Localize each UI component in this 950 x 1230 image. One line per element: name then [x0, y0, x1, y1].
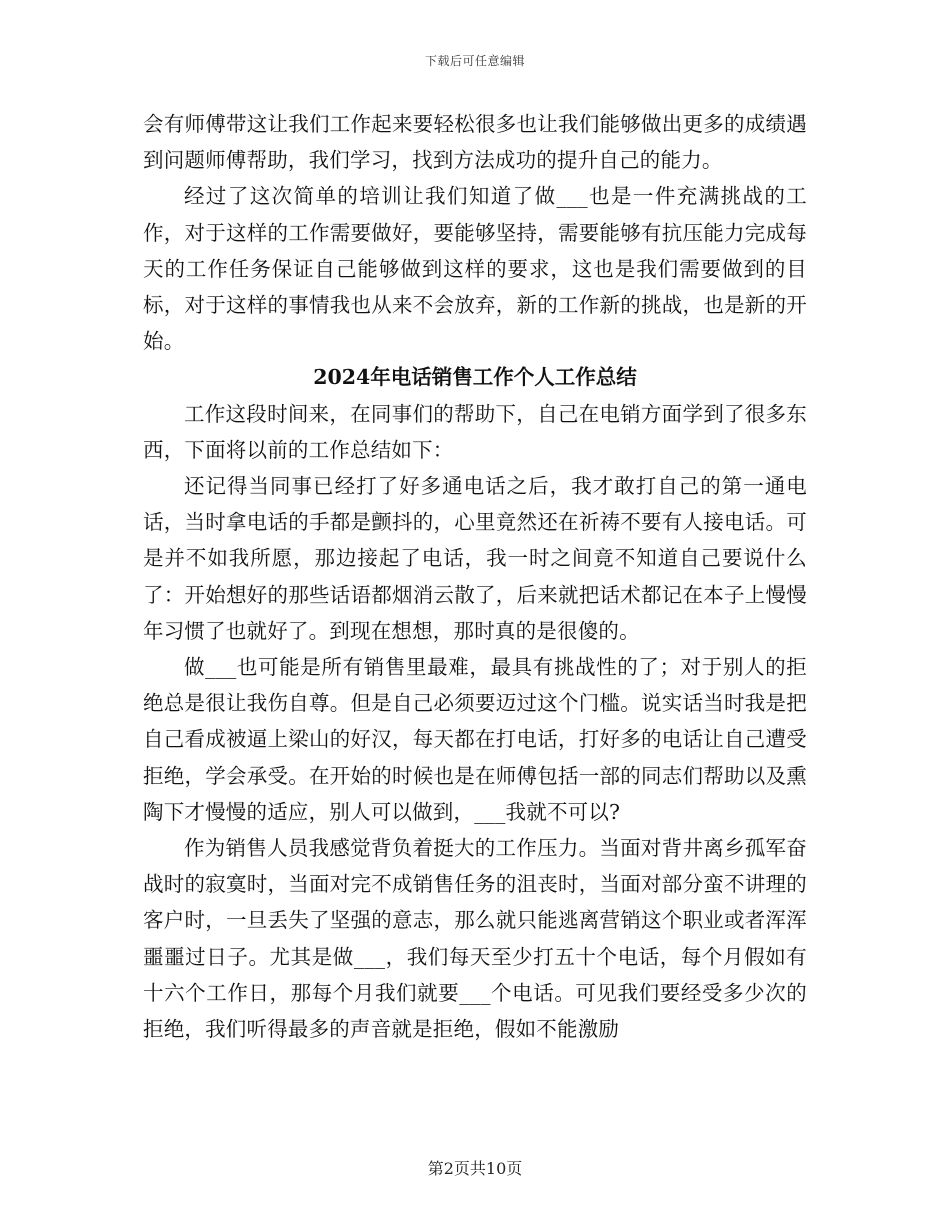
paragraph: 还记得当同事已经打了好多通电话之后，我才敢打自己的第一通电话，当时拿电话的手都是颤抖的，心里竟然还在祈祷不要有人接电话。可是并不如我所愿，那边接起了电话，我一时之间竟不知道自己要说什么了：开始想好的那些话语都烟消云散了，后来就把话术都记在本子上慢慢年习惯了也就好了。到现在想想，那时真的是很傻的。 — [143, 474, 807, 643]
document-body — [143, 106, 807, 1047]
page-header: 下载后可任意编辑 — [424, 54, 525, 68]
paragraph: 作为销售人员我感觉背负着挺大的工作压力。当面对背井离乡孤军奋战时的寂寞时，当面对完不成销售任务的沮丧时，当面对部分蛮不讲理的客户时，一旦丢失了坚强的意志，那么就只能逃离营销这个职业或者浑浑噩噩过日子。尤其是做___，我们每天至少打五十个电话，每个月假如有十六个工作日，那每个月我们就要___个电话。可见我们要经受多少次的拒绝，我们听得最多的声音就是拒绝，假如不能激励 — [143, 836, 807, 1042]
paragraph: 做___也可能是所有销售里最难，最具有挑战性的了；对于别人的拒绝总是很让我伤自尊。但是自己必须要迈过这个门槛。说实话当时我是把自己看成被逼上梁山的好汉，每天都在打电话，打好多的电话让自己遭受拒绝，学会承受。在开始的时候也是在师傅包括一部的同志们帮助以及熏陶下才慢慢的适应，别人可以做到，___我就不可以? — [143, 655, 807, 824]
paragraph: 会有师傅带这让我们工作起来要轻松很多也让我们能够做出更多的成绩遇到问题师傅帮助，我们学习，找到方法成功的提升自己的能力。 — [143, 112, 807, 173]
paragraph: 工作这段时间来，在同事们的帮助下，自己在电销方面学到了很多东西，下面将以前的工作总结如下： — [143, 401, 807, 462]
section-title: 2024年电话销售工作个人工作总结 — [313, 365, 637, 390]
page-number: 第2页共10页 — [427, 1159, 523, 1178]
paragraph: 经过了这次简单的培训让我们知道了做___也是一件充满挑战的工作，对于这样的工作需要做好，要能够坚持，需要能够有抗压能力完成每天的工作任务保证自己能够做到这样的要求，这也是我们需要做到的目标，对于这样的事情我也从来不会放弃，新的工作新的挑战，也是新的开始。 — [143, 184, 807, 354]
